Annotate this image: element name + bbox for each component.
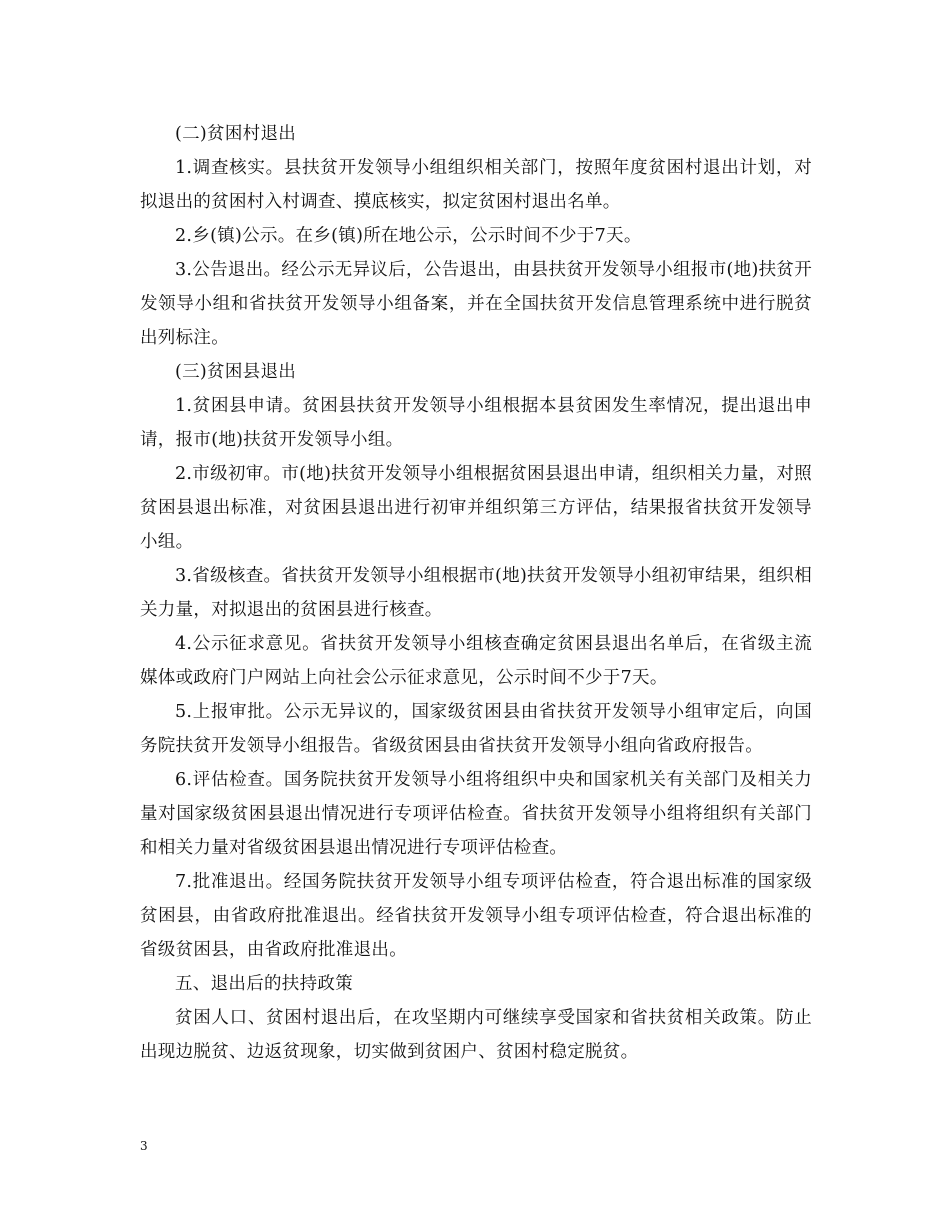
page-number: 3: [140, 1139, 148, 1153]
paragraph-evaluation-inspection: 6.评估检查。国务院扶贫开发领导小组将组织中央和国家机关有关部门及相关力量对国家级贫困县退出情况进行专项评估检查。省扶贫开发领导小组将组织有关部门和相关力量对省级贫困县退出情况进行专项评估检查。: [140, 770, 812, 858]
paragraph-announcement-exit: 3.公告退出。经公示无异议后，公告退出，由县扶贫开发领导小组报市(地)扶贫开发领导小组和省扶贫开发领导小组备案，并在全国扶贫开发信息管理系统中进行脱贫出列标注。: [140, 260, 812, 348]
paragraph-provincial-verification: 3.省级核查。省扶贫开发领导小组根据市(地)扶贫开发领导小组初审结果，组织相关力量，对拟退出的贫困县进行核查。: [140, 566, 812, 620]
paragraph-investigation-verification: 1.调查核实。县扶贫开发领导小组组织相关部门，按照年度贫困村退出计划，对拟退出的贫困村入村调查、摸底核实，拟定贫困村退出名单。: [140, 158, 812, 212]
paragraph-approve-exit: 7.批准退出。经国务院扶贫开发领导小组专项评估检查，符合退出标准的国家级贫困县，由省政府批准退出。经省扶贫开发领导小组专项评估检查，符合退出标准的省级贫困县，由省政府批准退出。: [140, 872, 812, 960]
paragraph-county-application: 1.贫困县申请。贫困县扶贫开发领导小组根据本县贫困发生率情况，提出退出申请，报市(地)扶贫开发领导小组。: [140, 396, 812, 450]
paragraph-post-exit-support: 贫困人口、贫困村退出后，在攻坚期内可继续享受国家和省扶贫相关政策。防止出现边脱贫、边返贫现象，切实做到贫困户、贫困村稳定脱贫。: [140, 1008, 812, 1062]
paragraph-city-preliminary-review: 2.市级初审。市(地)扶贫开发领导小组根据贫困县退出申请，组织相关力量，对照贫困县退出标准，对贫困县退出进行初审并组织第三方评估，结果报省扶贫开发领导小组。: [140, 464, 812, 552]
section-heading-post-exit-policy: 五、退出后的扶持政策: [175, 974, 353, 994]
section-heading-poor-village-exit: (二)贫困村退出: [175, 124, 297, 144]
paragraph-public-comment: 4.公示征求意见。省扶贫开发领导小组核查确定贫困县退出名单后，在省级主流媒体或政府门户网站上向社会公示征求意见，公示时间不少于7天。: [140, 634, 812, 688]
paragraph-township-publicity: 2.乡(镇)公示。在乡(镇)所在地公示，公示时间不少于7天。: [175, 226, 642, 246]
paragraph-report-approval: 5.上报审批。公示无异议的，国家级贫困县由省扶贫开发领导小组审定后，向国务院扶贫开发领导小组报告。省级贫困县由省扶贫开发领导小组向省政府报告。: [140, 702, 812, 756]
section-heading-poor-county-exit: (三)贫困县退出: [175, 362, 297, 382]
document-body: [140, 117, 812, 1069]
